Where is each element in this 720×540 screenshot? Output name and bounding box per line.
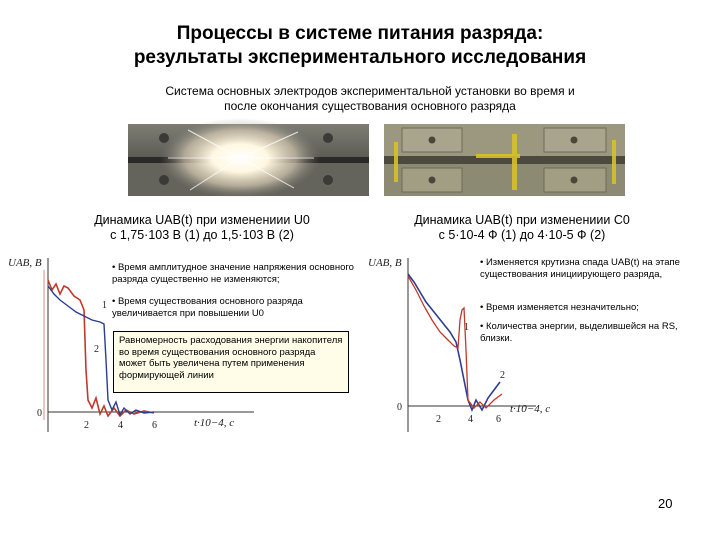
right-chart-ylabel: UAB, B [368, 257, 402, 269]
left-chart-xlabel: t·10−4, c [194, 417, 235, 429]
page-number: 20 [658, 496, 673, 511]
electrode-photo-after-image [384, 124, 625, 196]
left-chart-tick-6: 6 [152, 420, 157, 431]
right-chart-xlabel: t·10−4, c [510, 403, 551, 415]
right-bullet-2: • Время изменяется незначительно; [480, 302, 639, 313]
right-caption-line2: с 5·10-4 Ф (1) до 4·10-5 Ф (2) [438, 228, 606, 242]
left-chart-curve2-label: 2 [94, 344, 99, 355]
right-chart-curve1-label: 1 [464, 322, 469, 333]
left-chart-ylabel: UAB, B [8, 257, 42, 269]
conclusion-box: Равномерность расходования энергии накопителя во время существования основного разряда может быть увеличена путем применения формирующей линии [113, 331, 349, 393]
subtitle-line2: после окончания существования основного разряда [224, 99, 516, 113]
right-caption [372, 213, 672, 243]
left-caption-line1: Динамика UAB(t) при изменениии U0 [94, 213, 310, 227]
title-line1: Процессы в системе питания разряда: [176, 23, 544, 44]
subtitle-line1: Система основных электродов экспериментальной установки во время и [165, 84, 575, 98]
electrode-photo-discharge-image [128, 124, 369, 196]
right-bullet-1: • Изменяется крутизна спада UAB(t) на этапе существования инициирующего разряда, [480, 257, 680, 280]
left-chart-zero-tick: 0 [37, 408, 42, 419]
right-chart-tick-4: 4 [468, 414, 473, 425]
right-chart-tick-6: 6 [496, 414, 501, 425]
left-chart-curve1-label: 1 [102, 300, 107, 311]
right-bullet-3: • Количества энергии, выделившейся на RS, близки. [480, 321, 678, 344]
left-caption [52, 213, 352, 243]
left-chart-tick-2: 2 [84, 420, 89, 431]
electrode-photo-discharge [128, 124, 369, 196]
left-bullet-1: • Время амплитудное значение напряжения основного разряда существенно не изменяются; [112, 262, 354, 285]
left-chart-tick-4: 4 [118, 420, 123, 431]
title-line2: результаты экспериментального исследования [133, 47, 587, 68]
photos-subtitle [120, 84, 620, 114]
right-chart-tick-2: 2 [436, 414, 441, 425]
left-bullet-2: • Время существования основного разряда увеличивается при повышении U0 [112, 296, 303, 319]
left-caption-line2: с 1,75·103 В (1) до 1,5·103 В (2) [110, 228, 294, 242]
page-title [0, 22, 720, 70]
right-chart-zero-tick: 0 [397, 402, 402, 413]
electrode-photo-after [384, 124, 625, 196]
right-chart-curve2-label: 2 [500, 370, 505, 381]
right-caption-line1: Динамика UAB(t) при изменениии C0 [414, 213, 630, 227]
